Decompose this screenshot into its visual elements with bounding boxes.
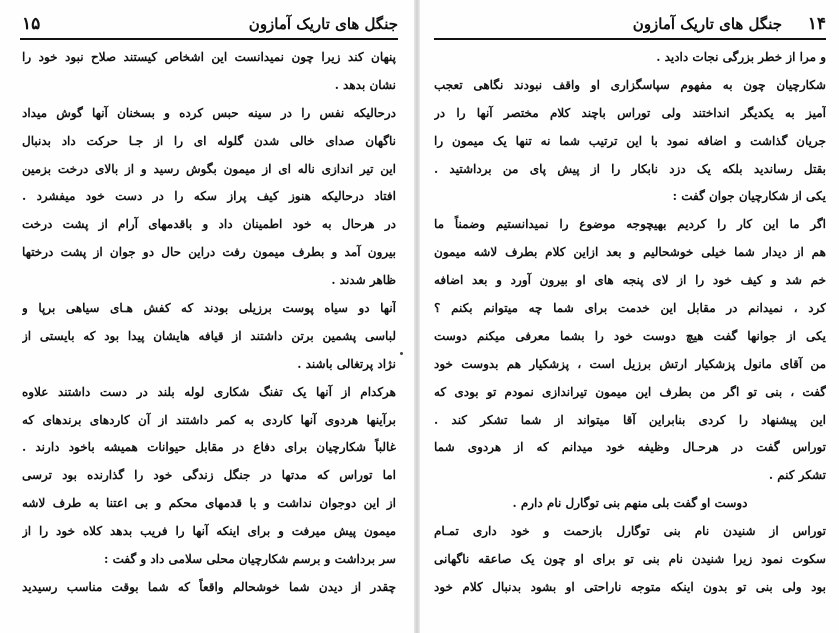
right-page-text bbox=[434, 44, 826, 602]
text-line: خم شد و کیف خود را از لای پنجه های او بیرون آورد و بعد اضافه bbox=[434, 273, 826, 288]
left-page bbox=[0, 0, 414, 633]
text-line: توراس از شنیدن نام بنی توگارل بازحمت و خود داری تمـام bbox=[434, 524, 826, 539]
text-line: درحالیکه نفس را در سینه حبس کرده و بسخنان آنها گوش میداد bbox=[22, 105, 396, 120]
text-line: افتاد درحالیکه هنوز کیف پراز سکه را در دست خود میفشرد . bbox=[22, 189, 396, 204]
text-line: دوست او گفت بلی منهم بنی توگارل نام دارم . bbox=[512, 496, 748, 511]
text-line: سکوت نمود زیرا شنیدن نام بنی تو برای او چون یک صاعقه ناگهانی bbox=[434, 552, 826, 567]
text-line: پنهان کند زیرا چون نمیدانست این اشخاص کیستند صلاح نبود خود را bbox=[22, 50, 396, 64]
text-line: ظاهر شدند . bbox=[331, 273, 396, 288]
text-line: بیرون آمد و بطرف میمون رفت دراین حال دو جوان از پشت درختها bbox=[22, 245, 396, 260]
text-line: غالباً شکارچیان برای دفاع در مقابل حیوانات همیشه باخود دارند . bbox=[22, 440, 396, 455]
text-line: این پیشنهاد را کردی بنابراین آقا میتواند از شما تشکر کند . bbox=[434, 412, 826, 427]
text-line: اما توراس که مدتها در جنگل زندگی خود را گذارنده بود ترسی bbox=[22, 468, 396, 483]
text-line: و مرا از خطر بزرگی نجات دادید . bbox=[656, 50, 826, 64]
text-line: یکی از جوانها گفت هیچ دوست خود را بشما معرفی میکنم دوست bbox=[434, 328, 826, 343]
text-line: سر برداشت و برسم شکارچیان محلی سلامی داد و گفت : bbox=[104, 552, 396, 567]
text-line: اگر ما این کار را کردیم بهیچوجه موضوع را نمیدانستیم وضمناً ما bbox=[434, 217, 826, 232]
text-line: آنها دو سیاه پوست برزیلی بودند که کفش هـای سیاهی برپا و bbox=[22, 301, 396, 316]
text-line: هم از دیدار شما خیلی خوشحالیم و بعد ازاین کلام بطرف لاشه میمون bbox=[434, 245, 826, 260]
text-line: ناگهان صدای خالی شدن گلوله ای را از جـا حرکت داد بدنبال bbox=[22, 133, 396, 148]
text-line: بود ولی بنی تو بدون اینکه متوجه ناراحتی او بشود بدنبال کلام خود bbox=[434, 579, 826, 594]
text-line: میمون پیش میرفت و برای اینکه آنها را فریب بدهد کلاه خود را از bbox=[22, 524, 396, 539]
text-line: تشکر کنم . bbox=[768, 468, 826, 483]
right-page bbox=[420, 0, 839, 633]
left-page-header bbox=[20, 14, 398, 40]
text-line: بقتل رساندید بلکه یک دزد نابکار را از پیش پای من برداشتید . bbox=[434, 161, 826, 176]
text-line: توراس گفت در هرحـال وظیفه خود میدانم که از هردوی شما bbox=[434, 440, 826, 455]
text-line: آمیز به یکدیگر انداختند ولی توراس باچند کلام مختصر آنها را در bbox=[434, 105, 826, 120]
text-line: چقدر از دیدن شما خوشحالم واقعاً که شما بوقت مناسب رسیدید bbox=[22, 579, 396, 594]
text-line: این تیر اندازی ناله ای از میمون بگوش رسید و از بالای درخت بزمین bbox=[22, 161, 396, 176]
text-line: من آقای مانول پزشکیار ارتش برزیل است ، پزشکیار هم بدوست خود bbox=[434, 356, 826, 371]
text-line: گفت ، بنی تو اگر من بطرف این میمون تیراندازی نمودم تو بودی که bbox=[434, 384, 826, 399]
right-running-head: جنگل های تاریک آمازون bbox=[632, 15, 782, 33]
text-line: لباسی پشمین برتن داشتند از قیافه هایشان پیدا بود که بایستی از bbox=[22, 328, 396, 343]
text-line: کرد ، نمیدانم در مقابل این خدمت برای شما چه میتوانم بکنم ؟ bbox=[434, 301, 826, 316]
left-page-number: ۱۵ bbox=[22, 14, 41, 34]
text-line: جریان گذاشت و اضافه نمود با این ترتیب شما نه تنها یک میمون را bbox=[434, 133, 826, 148]
text-line: در هرحال به خود اطمینان داد و باقدمهای آرام از پشت درخت bbox=[22, 217, 396, 232]
left-running-head: جنگل های تاریک آمازون bbox=[248, 15, 398, 33]
right-page-number: ۱۴ bbox=[807, 14, 826, 34]
text-line: نژاد پرتغالی باشند . bbox=[297, 356, 396, 371]
text-line: هرکدام از آنها یک تفنگ شکاری لوله بلند در دست داشتند علاوه bbox=[22, 384, 396, 399]
text-line: شکارچیان چون به مفهوم سپاسگزاری او واقف نبودند نگاهی تعجب bbox=[434, 77, 826, 92]
left-page-text bbox=[22, 44, 396, 602]
right-page-header bbox=[434, 14, 826, 40]
text-line: از این دوجوان نداشت و با قدمهای محکم و بی اعتنا به طرف لاشه bbox=[22, 496, 396, 511]
text-line: نشان بدهد . bbox=[334, 77, 396, 92]
text-line: یکی از شکارچیان جوان گفت : bbox=[672, 189, 826, 204]
text-line: برآینها هردوی آنها کاردی به کمر داشتند از آن کاردهای برندهای که bbox=[22, 412, 396, 427]
scan-speck bbox=[400, 352, 403, 355]
